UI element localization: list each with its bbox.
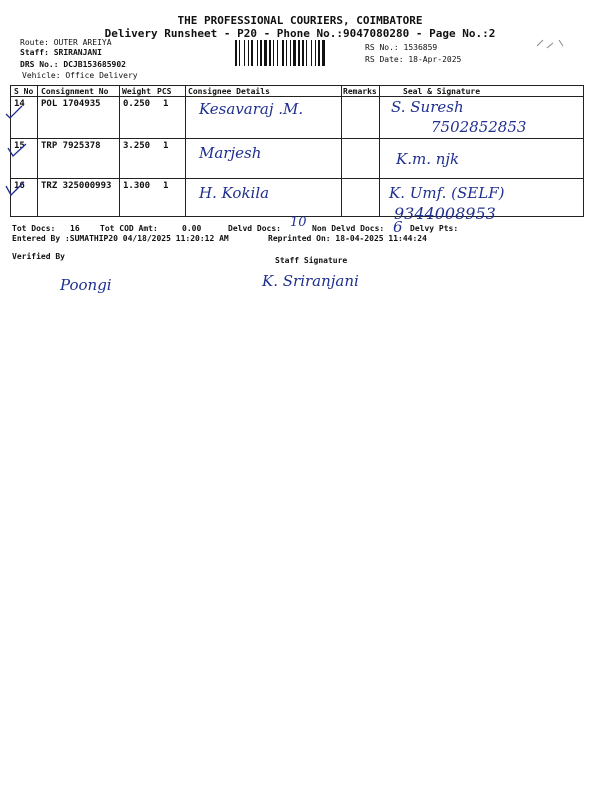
barcode-bar (286, 40, 287, 66)
col-header-weight: Weight (122, 87, 151, 96)
row-15-pcs: 1 (163, 141, 169, 151)
row-16-consignment: TRZ 325000993 (41, 181, 112, 191)
row-15-consignment: TRP 7925378 (41, 141, 101, 151)
row-14-consignee-handwriting: Kesavaraj .M. (199, 100, 304, 118)
row-14-consignment: POL 1704935 (41, 99, 101, 109)
row-16-weight: 1.300 (123, 181, 151, 191)
row-14-weight: 0.250 (123, 99, 151, 109)
tick-marks (0, 100, 40, 220)
row-15-signature: K.m. njk (396, 150, 460, 168)
col-header-pcs: PCS (157, 87, 172, 96)
barcode-bar (273, 40, 274, 66)
staff-signature-label: Staff Signature (275, 256, 348, 265)
non-delvd-docs-handwriting: 6 (393, 218, 403, 236)
barcode-bar (318, 40, 320, 66)
tot-docs-label: Tot Docs: (12, 224, 56, 233)
company-title: THE PROFESSIONAL COURIERS, COIMBATORE (177, 14, 423, 27)
row-14-sno: 14 (14, 99, 25, 109)
row-16-pcs: 1 (163, 181, 169, 191)
barcode-bar (251, 40, 253, 66)
col-header-seal: Seal & Signature (403, 87, 481, 96)
row-15-sno: 15 (14, 141, 25, 151)
runsheet-subtitle: Delivery Runsheet - P20 - Phone No.:9047080280 - Page No.:2 (104, 27, 496, 40)
verified-by-label: Verified By (12, 252, 65, 261)
rs-number: RS No.: 1536859 (365, 43, 438, 52)
tick-row-14 (6, 106, 22, 118)
row-15-consignee-handwriting: Marjesh (199, 144, 262, 162)
barcode-bar (302, 40, 304, 66)
reprinted-on: Reprinted On: 18-04-2025 11:44:24 (268, 234, 427, 243)
barcode-bar (293, 40, 296, 66)
row-15-weight: 3.250 (123, 141, 151, 151)
col-header-consignee: Consignee Details (188, 87, 270, 96)
col-header-consignment: Consignment No (41, 87, 109, 96)
barcode-bar (306, 40, 307, 66)
row-14-signature: S. Suresh (391, 98, 464, 116)
staff-signature-handwriting: K. Sriranjani (262, 272, 359, 290)
staff-label: Staff: SRIRANJANI (20, 48, 102, 57)
drs-number: DRS No.: DCJB153685902 (20, 60, 126, 69)
barcode-bar (248, 40, 249, 66)
row-14-pcs: 1 (163, 99, 169, 109)
col-header-remarks: Remarks (343, 87, 377, 96)
barcode-bar (315, 40, 316, 66)
barcode-bar (244, 40, 245, 66)
verified-by-signature: Poongi (60, 276, 112, 294)
barcode-bar (264, 40, 267, 66)
tick-row-16 (6, 182, 24, 195)
non-delvd-docs-label: Non Delvd Docs: (312, 224, 385, 233)
barcode-bar (239, 40, 240, 66)
barcode-bar (277, 40, 278, 66)
row-16-sno: 16 (14, 181, 25, 191)
tot-cod-label: Tot COD Amt: (100, 224, 158, 233)
barcode-bar (257, 40, 258, 66)
delvd-docs-handwriting: 10 (290, 215, 307, 230)
barcode (235, 40, 357, 66)
barcode-bar (311, 40, 312, 66)
col-header-sno: S No (14, 87, 34, 96)
barcode-bar (298, 40, 300, 66)
row-14-phone: 7502852853 (431, 118, 527, 136)
barcode-bar (269, 40, 271, 66)
tot-cod-value: 0.00 (182, 224, 202, 233)
tick-row-15 (8, 144, 26, 156)
barcode-bar (290, 40, 291, 66)
row-16-consignee-handwriting: H. Kokila (199, 184, 270, 202)
vehicle-label: Vehicle: Office Delivery (22, 71, 138, 80)
delvd-docs-label: Delvd Docs: (228, 224, 281, 233)
barcode-bar (322, 40, 325, 66)
row-16-signature: K. Umf. (SELF) (389, 184, 505, 202)
barcode-bar (260, 40, 262, 66)
barcode-bar (282, 40, 284, 66)
stray-pen-marks (535, 34, 575, 54)
row-16-phone: 9344008953 (394, 204, 496, 223)
barcode-bar (235, 40, 237, 66)
rs-date: RS Date: 18-Apr-2025 (365, 55, 462, 64)
entered-by: Entered By :SUMATHIP20 04/18/2025 11:20:12 AM (12, 234, 229, 243)
tot-docs-value: 16 (70, 224, 80, 233)
route-label: Route: OUTER AREIYA (20, 38, 112, 47)
delvy-pts-label: Delvy Pts: (410, 224, 459, 233)
